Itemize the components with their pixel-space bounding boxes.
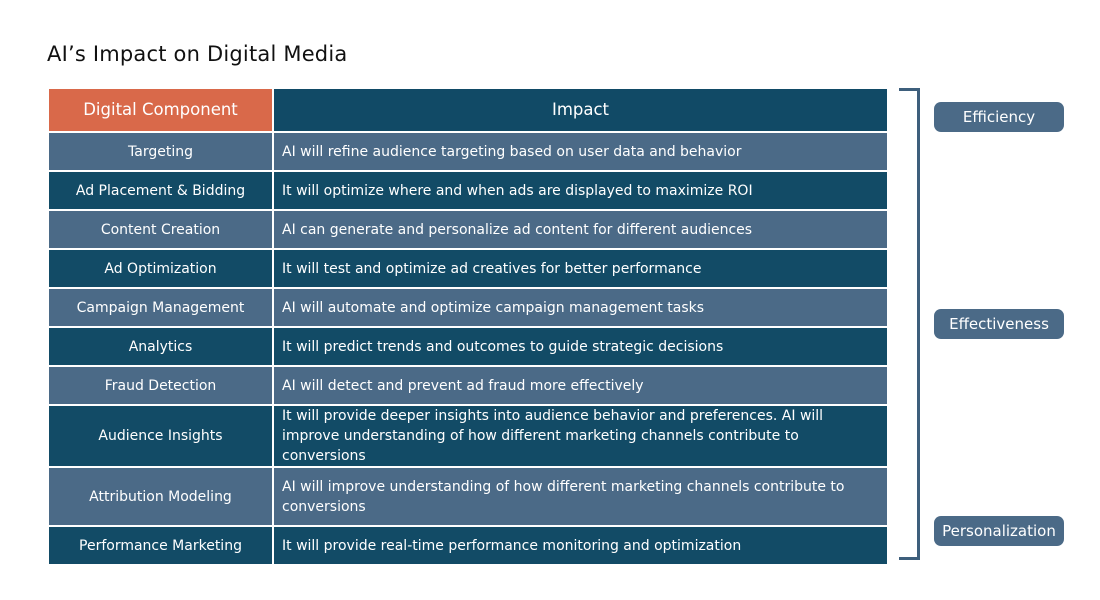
table-row xyxy=(48,249,888,288)
component-cell: Performance Marketing xyxy=(48,526,273,565)
impact-cell: AI will detect and prevent ad fraud more effectively xyxy=(273,366,888,405)
tag-efficiency: Efficiency xyxy=(934,102,1064,132)
impact-cell: AI can generate and personalize ad content for different audiences xyxy=(273,210,888,249)
header-impact: Impact xyxy=(273,88,888,132)
component-cell: Content Creation xyxy=(48,210,273,249)
page-title: AI’s Impact on Digital Media xyxy=(47,42,348,66)
tag-personalization: Personalization xyxy=(934,516,1064,546)
component-cell: Ad Placement & Bidding xyxy=(48,171,273,210)
impact-cell: It will test and optimize ad creatives for better performance xyxy=(273,249,888,288)
impact-cell: AI will refine audience targeting based on user data and behavior xyxy=(273,132,888,171)
impact-cell: AI will improve understanding of how different marketing channels contribute to conversions xyxy=(273,467,888,526)
component-cell: Fraud Detection xyxy=(48,366,273,405)
impact-table xyxy=(47,87,889,566)
component-cell: Attribution Modeling xyxy=(48,467,273,526)
tag-effectiveness: Effectiveness xyxy=(934,309,1064,339)
component-cell: Targeting xyxy=(48,132,273,171)
table-header-row xyxy=(48,88,888,132)
table-row xyxy=(48,132,888,171)
impact-cell: It will optimize where and when ads are displayed to maximize ROI xyxy=(273,171,888,210)
impact-cell: It will predict trends and outcomes to guide strategic decisions xyxy=(273,327,888,366)
component-cell: Ad Optimization xyxy=(48,249,273,288)
component-cell: Audience Insights xyxy=(48,405,273,467)
header-digital-component: Digital Component xyxy=(48,88,273,132)
impact-cell: AI will automate and optimize campaign management tasks xyxy=(273,288,888,327)
table-row xyxy=(48,210,888,249)
table-row xyxy=(48,288,888,327)
component-cell: Analytics xyxy=(48,327,273,366)
grouping-bracket xyxy=(899,88,920,560)
component-cell: Campaign Management xyxy=(48,288,273,327)
table-row xyxy=(48,366,888,405)
impact-cell: It will provide real-time performance monitoring and optimization xyxy=(273,526,888,565)
impact-cell: It will provide deeper insights into audience behavior and preferences. AI will improve understanding of how different marketing channels contribute to conversions xyxy=(273,405,888,467)
table-row xyxy=(48,171,888,210)
table-row xyxy=(48,467,888,526)
table-row xyxy=(48,526,888,565)
table-row xyxy=(48,405,888,467)
table-row xyxy=(48,327,888,366)
